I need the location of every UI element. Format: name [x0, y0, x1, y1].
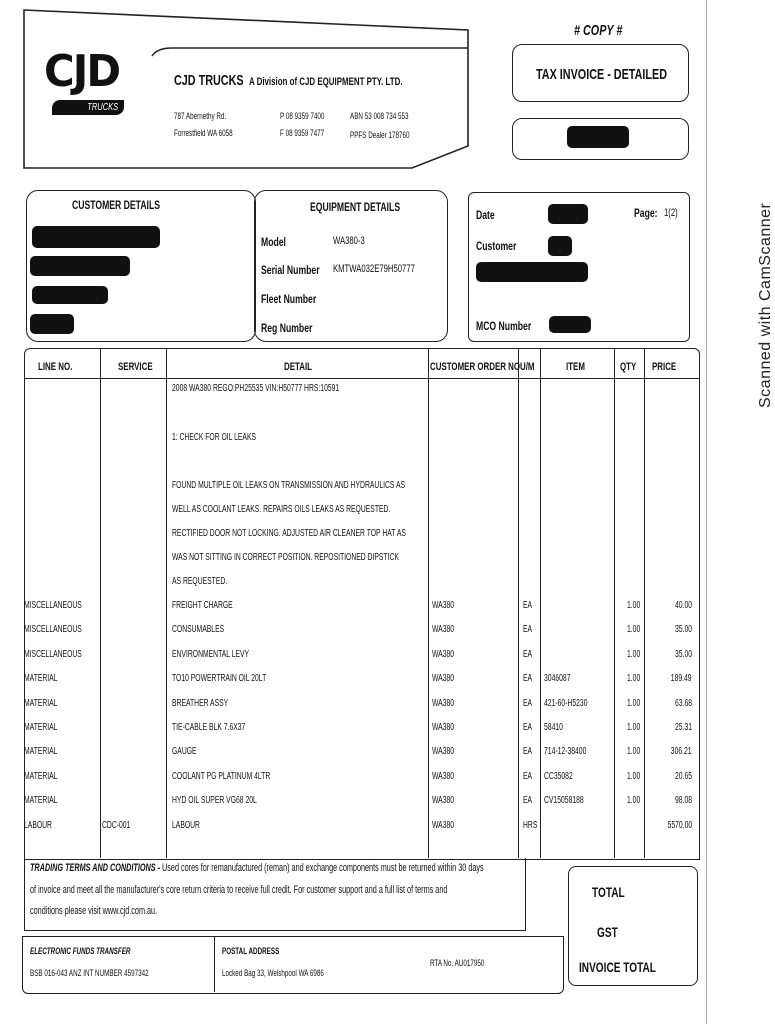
row-line-type: MATERIAL [24, 795, 58, 807]
row-service-code: CDC-001 [102, 819, 131, 831]
fleet-label: Fleet Number [261, 292, 317, 306]
row-item-code: CC35082 [544, 770, 573, 782]
row-qty: 1.00 [627, 600, 641, 611]
customer-label: Customer [476, 239, 517, 253]
row-unit: EA [523, 795, 533, 807]
row-qty: 1.00 [627, 722, 641, 733]
detail-line: 2008 WA380 REGO:PH25535 VIN:H50777 HRS:10591 [172, 383, 340, 394]
row-detail: COOLANT PG PLATINUM 4LTR [172, 770, 271, 782]
company-fax: F 08 9359 7477 [280, 128, 325, 138]
row-detail: FREIGHT CHARGE [172, 600, 233, 611]
mco-redaction [549, 316, 591, 333]
row-customer-order: WA380 [432, 648, 455, 660]
detail-line: WAS NOT SITTING IN CORRECT POSITION. REPOSITIONED DIPSTICK [172, 552, 399, 563]
company-name: CJD TRUCKS A Division of CJD EQUIPMENT PTY. LTD. [174, 72, 403, 89]
row-unit: HRS [523, 819, 538, 831]
col-header-um: U/M [520, 361, 535, 373]
row-detail: GAUGE [172, 746, 197, 758]
table-row [0, 600, 700, 622]
row-unit: EA [523, 600, 533, 611]
row-price: 189.49 [671, 673, 692, 685]
row-line-type: MATERIAL [24, 673, 58, 685]
model-label: Model [261, 235, 286, 249]
page-label: Page: [634, 206, 658, 220]
customer-number-redaction [548, 236, 572, 256]
terms-text-1: TRADING TERMS AND CONDITIONS - Used cores for remanufactured (reman) and exchange components must be returned within 30 days [30, 862, 484, 874]
postal-label: POSTAL ADDRESS [222, 946, 280, 956]
date-label: Date [476, 208, 495, 222]
detail-line: FOUND MULTIPLE OIL LEAKS ON TRANSMISSION AND HYDRAULICS AS [172, 480, 406, 491]
row-qty: 1.00 [627, 648, 641, 660]
col-header-customer-order: CUSTOMER ORDER NO [430, 361, 521, 373]
row-line-type: MISCELLANEOUS [24, 648, 82, 660]
terms-text-3: conditions please visit www.cjd.com.au. [30, 905, 158, 917]
table-row [0, 795, 700, 817]
col-header-line-no: LINE NO. [38, 361, 73, 373]
table-row [0, 673, 700, 695]
col-header-item: ITEM [566, 361, 585, 373]
reg-label: Reg Number [261, 321, 313, 335]
col-header-price: PRICE [652, 361, 677, 373]
row-unit: EA [523, 624, 533, 636]
customer-redaction-4 [30, 314, 74, 334]
row-line-type: LABOUR [24, 819, 52, 831]
customer-redaction-2 [30, 256, 130, 276]
row-customer-order: WA380 [432, 697, 455, 709]
row-line-type: MATERIAL [24, 746, 58, 758]
row-price: 35.00 [674, 648, 692, 660]
row-detail: HYD OIL SUPER VG68 20L [172, 795, 257, 807]
eft-label: ELECTRONIC FUNDS TRANSFER [30, 946, 131, 956]
company-logo [42, 46, 126, 120]
row-customer-order: WA380 [432, 722, 455, 733]
row-unit: EA [523, 746, 533, 758]
company-address2: Forrestfield WA 6058 [174, 128, 233, 138]
gst-label: GST [597, 924, 618, 940]
row-customer-order: WA380 [432, 795, 455, 807]
company-abn: ABN 53 008 734 553 [350, 111, 409, 121]
row-item-code: 714-12-38400 [544, 746, 587, 758]
col-header-qty: QTY [620, 361, 637, 373]
row-item-code: 58410 [544, 722, 563, 733]
table-row [0, 820, 700, 842]
row-qty: 1.00 [627, 795, 641, 807]
row-item-code: 421-60-H5230 [544, 697, 588, 709]
row-customer-order: WA380 [432, 600, 455, 611]
row-unit: EA [523, 697, 533, 709]
row-detail: LABOUR [172, 819, 200, 831]
logo-sub-bar [52, 100, 124, 115]
terms-text-2: of invoice and meet all the manufacturer's core return criteria to receive full credit. For customer support and a full list of terms and [30, 884, 448, 896]
model-value: WA380-3 [333, 235, 365, 247]
row-price: 5570.00 [667, 819, 692, 831]
customer-redaction-3 [32, 286, 108, 304]
camscanner-watermark: Scanned with CamScanner [757, 202, 774, 408]
serial-value: KMTWA032E79H50777 [333, 263, 415, 275]
company-phone: P 08 9359 7400 [280, 111, 325, 121]
copy-mark: # COPY # [574, 22, 623, 39]
row-line-type: MATERIAL [24, 697, 58, 709]
logo-text: CJD [44, 46, 120, 97]
scan-edge [706, 0, 707, 1024]
table-row [0, 771, 700, 793]
table-row [0, 624, 700, 646]
table-row [0, 746, 700, 768]
row-customer-order: WA380 [432, 746, 455, 758]
logo-sub-text: TRUCKS [87, 102, 118, 113]
table-header-rule [24, 378, 700, 379]
row-qty: 1.00 [627, 697, 641, 709]
customer-name-redaction [476, 262, 588, 282]
detail-line: WELL AS COOLANT LEAKS. REPAIRS OILS LEAKS AS REQUESTED. [172, 504, 391, 515]
row-price: 35.00 [674, 624, 692, 636]
serial-label: Serial Number [261, 263, 320, 277]
row-detail: TIE-CABLE BLK 7.6X37 [172, 722, 246, 733]
row-price: 98.08 [674, 795, 692, 807]
detail-line: 1: CHECK FOR OIL LEAKS [172, 432, 257, 443]
postal-value: Locked Bag 33, Welshpool WA 6986 [222, 968, 324, 978]
date-redaction [548, 204, 588, 224]
row-detail: CONSUMABLES [172, 624, 225, 636]
footer-divider [214, 936, 215, 992]
eft-value: BSB 016-043 ANZ INT NUMBER 4597342 [30, 968, 149, 978]
row-unit: EA [523, 673, 533, 685]
row-detail: ENVIRONMENTAL LEVY [172, 648, 250, 660]
row-item-code: 3046087 [544, 673, 571, 685]
mco-label: MCO Number [476, 319, 532, 333]
rta-number: RTA No. AU017950 [430, 958, 485, 968]
row-line-type: MATERIAL [24, 770, 58, 782]
row-detail: TO10 POWERTRAIN OIL 20LT [172, 673, 267, 685]
table-row [0, 698, 700, 720]
company-dealer: PPFS Dealer 178760 [350, 130, 410, 140]
detail-line: AS REQUESTED. [172, 576, 228, 587]
row-price: 306.21 [671, 746, 692, 758]
page-value: 1(2) [664, 207, 678, 219]
col-header-service: SERVICE [118, 361, 153, 373]
row-line-type: MATERIAL [24, 722, 58, 733]
company-address1: 787 Abernethy Rd. [174, 111, 227, 121]
row-detail: BREATHER ASSY [172, 697, 229, 709]
col-header-detail: DETAIL [284, 361, 313, 373]
table-row [0, 722, 700, 744]
row-line-type: MISCELLANEOUS [24, 600, 82, 611]
row-customer-order: WA380 [432, 819, 455, 831]
row-price: 25.31 [674, 722, 692, 733]
customer-redaction-1 [32, 226, 160, 248]
row-qty: 1.00 [627, 770, 641, 782]
row-item-code: CV15058188 [544, 795, 584, 807]
equipment-details-heading: EQUIPMENT DETAILS [310, 200, 401, 214]
row-customer-order: WA380 [432, 770, 455, 782]
row-price: 20.65 [674, 770, 692, 782]
row-unit: EA [523, 722, 533, 733]
row-unit: EA [523, 770, 533, 782]
detail-line: RECTIFIED DOOR NOT LOCKING. ADJUSTED AIR CLEANER TOP HAT AS [172, 528, 406, 539]
invoice-title: TAX INVOICE - DETAILED [536, 66, 668, 83]
table-row [0, 649, 700, 671]
row-qty: 1.00 [627, 673, 641, 685]
total-label: TOTAL [592, 884, 625, 900]
row-price: 63.68 [674, 697, 692, 709]
row-customer-order: WA380 [432, 673, 455, 685]
customer-details-heading: CUSTOMER DETAILS [72, 198, 161, 212]
row-customer-order: WA380 [432, 624, 455, 636]
row-qty: 1.00 [627, 746, 641, 758]
row-price: 40.00 [674, 600, 692, 611]
invoice-total-label: INVOICE TOTAL [579, 959, 656, 975]
row-line-type: MISCELLANEOUS [24, 624, 82, 636]
row-qty: 1.00 [627, 624, 641, 636]
row-unit: EA [523, 648, 533, 660]
invoice-number-redaction [567, 126, 629, 148]
